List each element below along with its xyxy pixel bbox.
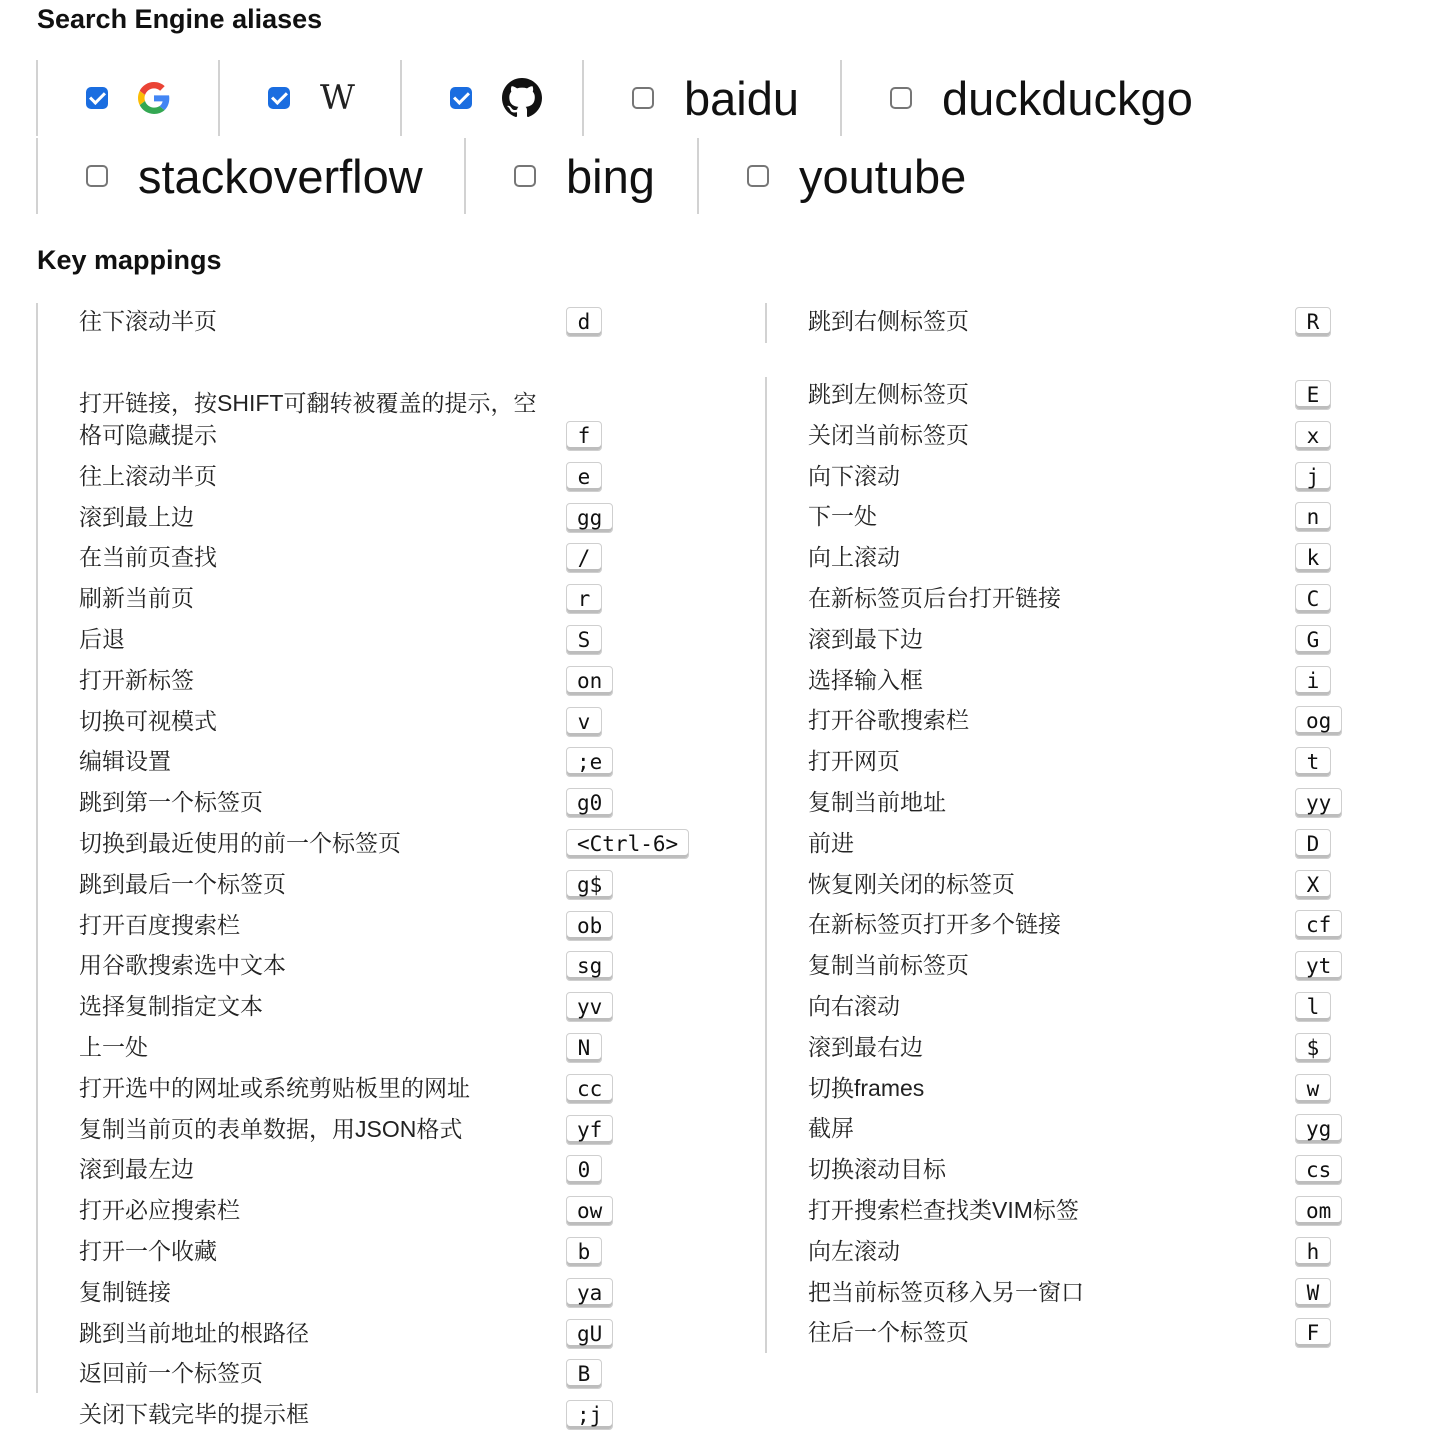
right-column-divider-top	[765, 303, 767, 343]
mapping-label: 切换frames	[808, 1074, 925, 1101]
mapping-label: 在新标签页打开多个链接	[808, 911, 1061, 938]
engine-google-checkbox[interactable]	[86, 87, 108, 109]
mapping-key: j	[1295, 462, 1331, 492]
mapping-label: 滚到最下边	[808, 625, 923, 652]
mapping-label: 滚到最上边	[79, 503, 194, 530]
mapping-label: 后退	[79, 626, 125, 652]
mapping-label: 刷新当前页	[79, 585, 194, 612]
mapping-label: 用谷歌搜索选中文本	[79, 952, 286, 979]
mapping-label: 向左滚动	[808, 1237, 900, 1264]
mapping-key: sg	[566, 951, 613, 981]
mapping-label: 滚到最左边	[79, 1156, 194, 1183]
engine-bing-checkbox[interactable]	[514, 165, 536, 187]
mapping-key: yf	[566, 1115, 613, 1145]
mapping-key: ya	[566, 1278, 613, 1308]
mapping-key: cc	[566, 1074, 613, 1104]
engine-google	[36, 60, 218, 136]
mapping-key: k	[1295, 543, 1331, 573]
mapping-key: r	[566, 584, 602, 614]
engine-youtube-checkbox[interactable]	[747, 165, 769, 187]
mapping-label: 复制当前地址	[808, 789, 946, 815]
mapping-key: C	[1295, 584, 1331, 614]
mapping-label: 选择输入框	[808, 666, 923, 693]
mapping-key: X	[1295, 870, 1331, 900]
mapping-label: 上一处	[79, 1034, 148, 1060]
mapping-key: R	[1295, 307, 1331, 337]
right-column-divider	[765, 377, 767, 1353]
mapping-label: 截屏	[808, 1115, 854, 1142]
mapping-key: yv	[566, 992, 613, 1022]
mapping-label: 关闭当前标签页	[808, 421, 969, 448]
engine-bing	[464, 138, 696, 214]
mapping-label: 切换可视模式	[79, 707, 217, 734]
mapping-label: 打开必应搜索栏	[79, 1197, 240, 1224]
engine-bing-label: bing	[566, 149, 655, 203]
mapping-key: b	[566, 1237, 602, 1267]
wikipedia-icon: W	[320, 78, 349, 118]
mapping-key: x	[1295, 421, 1331, 451]
mapping-label: 向右滚动	[808, 993, 900, 1019]
engine-wikipedia-checkbox[interactable]	[268, 87, 290, 109]
mapping-key: 0	[566, 1155, 602, 1185]
mapping-label: 打开搜索栏查找类VIM标签	[808, 1197, 1079, 1223]
github-icon	[502, 78, 542, 118]
mapping-key: g0	[566, 788, 613, 818]
mapping-label: 编辑设置	[79, 748, 171, 775]
mapping-label: 复制当前页的表单数据，用JSON格式	[79, 1115, 463, 1142]
mapping-key: w	[1295, 1074, 1331, 1104]
left-column-divider	[36, 303, 38, 1393]
mapping-key: h	[1295, 1237, 1331, 1267]
key-mappings-title: Key mappings	[37, 245, 222, 275]
mapping-label: 跳到当前地址的根路径	[79, 1319, 309, 1346]
mapping-label: 打开新标签	[79, 666, 194, 693]
mapping-key: n	[1295, 502, 1331, 532]
mapping-key: $	[1295, 1033, 1331, 1063]
mapping-label: 打开百度搜索栏	[79, 911, 240, 938]
mapping-key: W	[1295, 1278, 1331, 1308]
engine-stackoverflow-label: stackoverflow	[138, 149, 423, 203]
mapping-key: gg	[566, 503, 613, 533]
mapping-label: 向下滚动	[808, 462, 900, 489]
mapping-label: 恢复刚关闭的标签页	[808, 870, 1015, 897]
mapping-label: 往上滚动半页	[79, 462, 217, 489]
mapping-key: t	[1295, 747, 1331, 777]
engine-stackoverflow-checkbox[interactable]	[86, 165, 108, 187]
mapping-key: S	[566, 625, 602, 655]
mapping-label: 在当前页查找	[79, 544, 217, 571]
mapping-key: ob	[566, 911, 613, 941]
mapping-label: 打开一个收藏	[79, 1238, 217, 1264]
mapping-key: i	[1295, 666, 1331, 696]
mapping-key: N	[566, 1033, 602, 1063]
engine-baidu-checkbox[interactable]	[632, 87, 654, 109]
mapping-key: cs	[1295, 1155, 1342, 1185]
mapping-key: G	[1295, 625, 1331, 655]
mapping-key: f	[566, 421, 602, 451]
mapping-key: d	[566, 307, 602, 337]
mapping-label: 打开谷歌搜索栏	[808, 707, 969, 734]
mapping-key: v	[566, 707, 602, 737]
engine-youtube-label: youtube	[799, 149, 967, 203]
mapping-label: 把当前标签页移入另一窗口	[808, 1278, 1084, 1305]
engine-duckduckgo-label: duckduckgo	[942, 71, 1193, 125]
mapping-key: yt	[1295, 951, 1342, 981]
mapping-key: ;e	[566, 747, 613, 777]
engine-duckduckgo-checkbox[interactable]	[890, 87, 912, 109]
mapping-key: <Ctrl-6>	[566, 829, 689, 859]
mapping-key: ow	[566, 1196, 613, 1226]
mapping-label: 跳到左侧标签页	[808, 381, 969, 407]
mapping-key: F	[1295, 1318, 1331, 1348]
mapping-label: 往下滚动半页	[79, 308, 217, 334]
mapping-label: 返回前一个标签页	[79, 1360, 263, 1387]
mapping-key: og	[1295, 706, 1342, 736]
mapping-label: 跳到右侧标签页	[808, 308, 969, 334]
mapping-label: 选择复制指定文本	[79, 993, 263, 1020]
mapping-label: 复制当前标签页	[808, 952, 969, 979]
mapping-label: 滚到最右边	[808, 1033, 923, 1060]
mapping-key: cf	[1295, 910, 1342, 940]
mapping-label: 打开网页	[808, 748, 900, 775]
mapping-label: 格可隐藏提示	[79, 421, 217, 448]
mapping-label: 前进	[808, 829, 854, 856]
mapping-label: 切换到最近使用的前一个标签页	[79, 830, 401, 856]
mapping-label: 关闭下载完毕的提示框	[79, 1401, 309, 1428]
google-icon	[138, 82, 170, 114]
engine-stackoverflow	[36, 138, 464, 214]
engine-youtube	[697, 138, 999, 214]
engine-baidu-label: baidu	[684, 71, 799, 125]
mapping-label: 打开选中的网址或系统剪贴板里的网址	[79, 1074, 470, 1101]
mapping-key: l	[1295, 992, 1331, 1022]
mapping-label: 打开链接，按SHIFT可翻转被覆盖的提示，空	[79, 389, 537, 416]
mapping-label: 在新标签页后台打开链接	[808, 585, 1061, 611]
search-engine-aliases-title: Search Engine aliases	[37, 4, 323, 34]
mapping-key: yg	[1295, 1114, 1342, 1144]
mapping-key: B	[566, 1359, 602, 1389]
mapping-key: yy	[1295, 788, 1342, 818]
mapping-key: on	[566, 666, 613, 696]
mapping-label: 切换滚动目标	[808, 1156, 946, 1183]
mapping-label: 跳到第一个标签页	[79, 789, 263, 816]
mapping-key: /	[566, 543, 602, 573]
mapping-key: om	[1295, 1196, 1342, 1226]
mapping-label: 往后一个标签页	[808, 1319, 969, 1346]
mapping-key: gU	[566, 1319, 613, 1349]
engine-github	[400, 60, 582, 136]
mapping-label: 下一处	[808, 503, 877, 530]
engine-wikipedia	[218, 60, 400, 136]
engine-baidu	[582, 60, 840, 136]
mapping-label: 跳到最后一个标签页	[79, 870, 286, 897]
mapping-key: e	[566, 462, 602, 492]
mapping-key: ;j	[566, 1400, 613, 1430]
mapping-key: g$	[566, 870, 613, 900]
mapping-key: D	[1295, 829, 1331, 859]
mapping-key: E	[1295, 380, 1331, 410]
engine-github-checkbox[interactable]	[450, 87, 472, 109]
mapping-label: 复制链接	[79, 1278, 171, 1305]
mapping-label: 向上滚动	[808, 544, 900, 571]
engine-duckduckgo	[840, 60, 1242, 136]
